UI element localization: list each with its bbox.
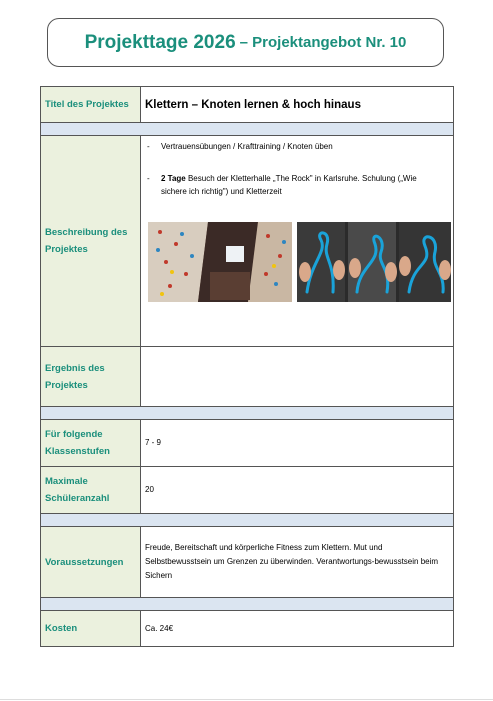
bullet-2-text — [161, 172, 441, 198]
separator-row — [41, 123, 454, 136]
title-sub: – Projektangebot Nr. 10 — [239, 34, 407, 51]
row-beschreibung — [41, 136, 454, 347]
page-title — [47, 18, 444, 67]
page-bottom-divider — [0, 699, 493, 700]
row-voraussetzungen — [41, 527, 454, 598]
label-beschreibung: Beschreibung des Projektes — [41, 136, 141, 347]
bullet-dash: - — [147, 142, 150, 151]
value-voraussetzungen: Freude, Bereitschaft und körperliche Fitness zum Klettern. Mut und Selbstbewusstsein um Grenzen zu überwinden. Verantwortungs-bewusstsein beim Sichern — [141, 527, 454, 598]
value-ergebnis — [141, 347, 454, 407]
label-klassen: Für folgende Klassenstufen — [41, 420, 141, 467]
label-ergebnis: Ergebnis des Projektes — [41, 347, 141, 407]
knots-photo — [297, 222, 451, 302]
label-schueler: Maximale Schüleranzahl — [41, 467, 141, 514]
project-table — [40, 86, 454, 647]
bullet-1-text: Vertrauensübungen / Krafttraining / Knoten üben — [161, 142, 333, 151]
title-main: Projekttage 2026 — [84, 31, 236, 53]
row-klassen — [41, 420, 454, 467]
bullet-2-bold: 2 Tage — [161, 174, 186, 183]
value-beschreibung — [141, 136, 454, 347]
climbing-hall-photo — [148, 222, 292, 302]
separator-row — [41, 407, 454, 420]
separator-row — [41, 598, 454, 611]
separator-row — [41, 514, 454, 527]
row-kosten — [41, 611, 454, 647]
value-schueler: 20 — [141, 467, 454, 514]
row-ergebnis — [41, 347, 454, 407]
label-voraussetzungen: Voraussetzungen — [41, 527, 141, 598]
row-schueler — [41, 467, 454, 514]
bullet-dash: - — [147, 174, 150, 183]
bullet-2-rest: Besuch der Kletterhalle „The Rock" in Karlsruhe. Schulung („Wie sichere ich richtig") und Kletterzeit — [161, 174, 417, 196]
label-kosten: Kosten — [41, 611, 141, 647]
value-titel: Klettern – Knoten lernen & hoch hinaus — [141, 87, 454, 123]
row-titel — [41, 87, 454, 123]
label-titel: Titel des Projektes — [41, 87, 141, 123]
value-kosten: Ca. 24€ — [141, 611, 454, 647]
value-klassen: 7 - 9 — [141, 420, 454, 467]
